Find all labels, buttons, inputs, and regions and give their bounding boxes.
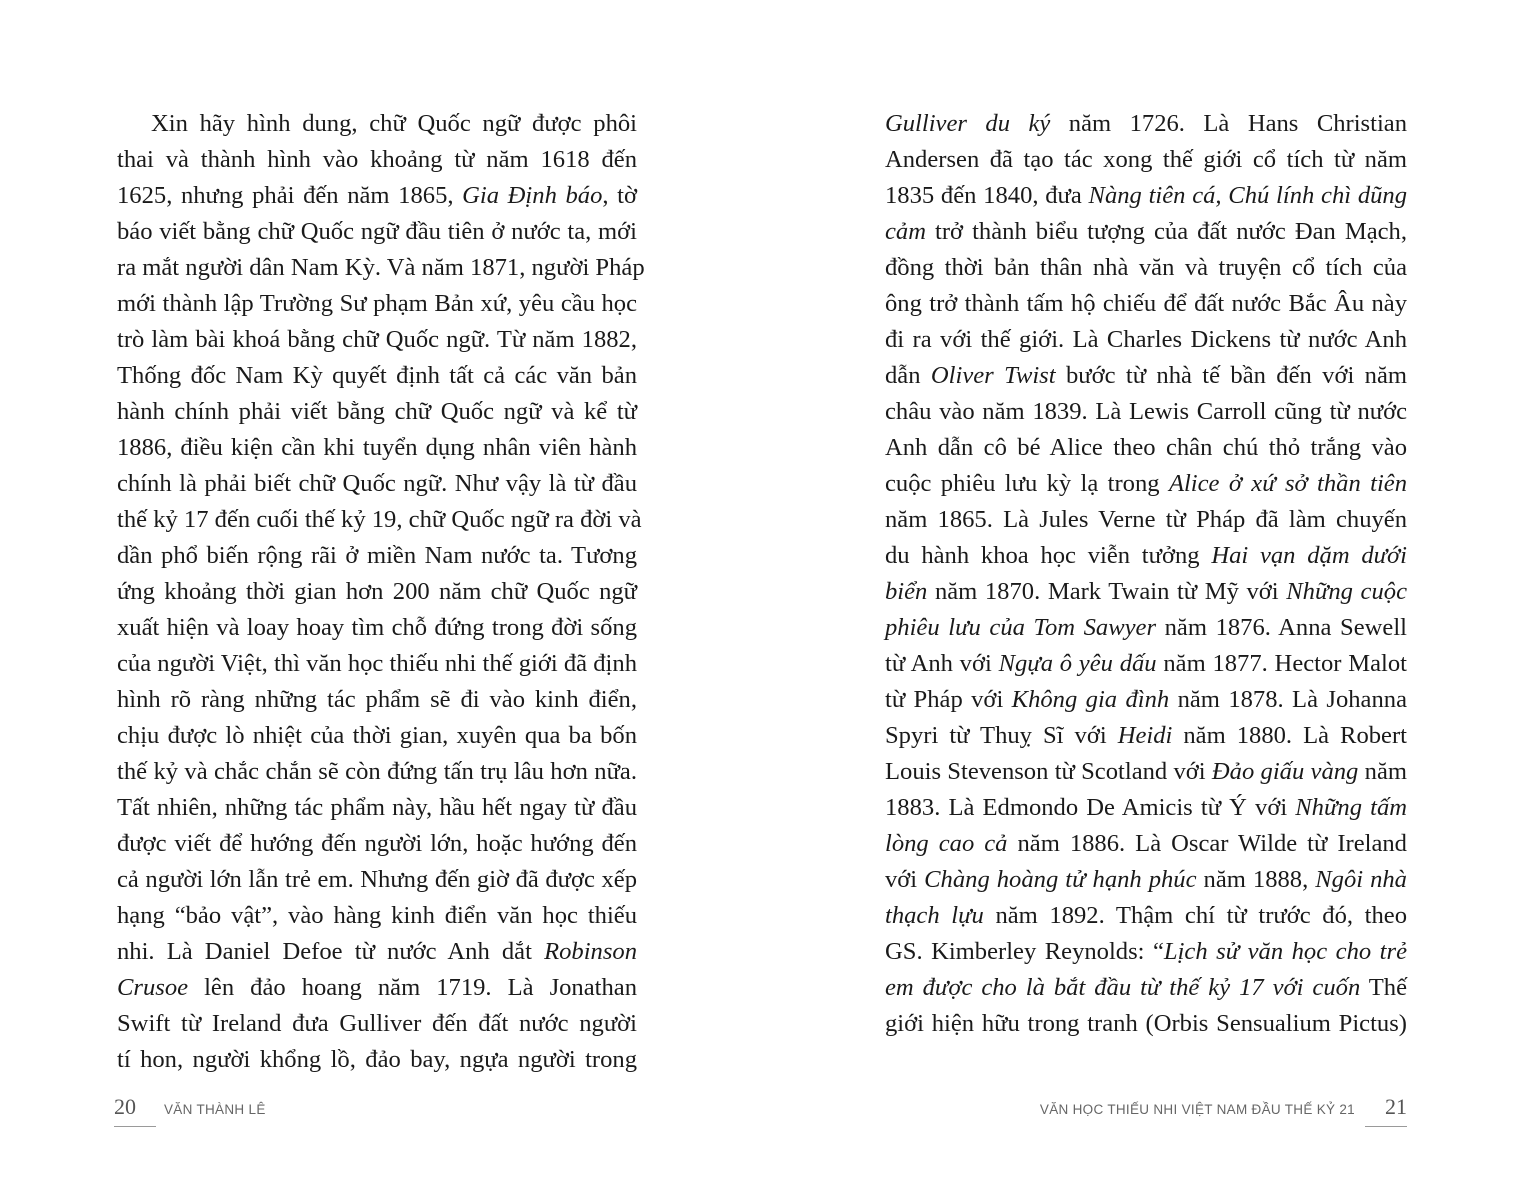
text-line <box>885 1006 1407 1042</box>
text-segment: ra mắt người dân Nam Kỳ. Và năm 1871, người Pháp <box>117 254 645 281</box>
text-line <box>885 250 1407 286</box>
italic-title: Đảo giấu vàng <box>1211 758 1359 785</box>
text-segment: chịu được lò nhiệt của thời gian, xuyên qua ba bốn <box>117 722 637 749</box>
text-segment: 1625, nhưng phải đến năm 1865, <box>117 182 463 209</box>
italic-title: Những tấm <box>1295 794 1407 821</box>
text-line <box>885 214 1407 250</box>
text-line <box>885 430 1407 466</box>
text-line <box>885 934 1407 970</box>
text-line <box>885 754 1407 790</box>
right-page-body <box>885 106 1407 1042</box>
text-segment: GS. Kimberley Reynolds: “ <box>885 938 1164 965</box>
text-line <box>117 502 642 538</box>
text-segment: thế kỷ và chắc chắn sẽ còn đứng tấn trụ lâu hơn nữa. <box>117 758 637 785</box>
left-page-body <box>117 106 645 1078</box>
text-line <box>885 826 1407 862</box>
text-line <box>117 214 637 250</box>
text-segment: châu vào năm 1839. Là Lewis Carroll cũng từ nước <box>885 398 1407 425</box>
page-number: 20 <box>114 1094 136 1119</box>
text-line <box>117 106 637 142</box>
italic-title: Hai vạn dặm dưới <box>1211 542 1407 569</box>
text-line <box>885 322 1407 358</box>
text-segment: cuộc phiêu lưu kỳ lạ trong <box>885 470 1169 497</box>
italic-title: biển <box>885 578 928 605</box>
running-head: VĂN HỌC THIẾU NHI VIỆT NAM ĐẦU THẾ KỶ 21 <box>1039 1102 1355 1117</box>
text-line <box>117 754 637 790</box>
text-line <box>885 970 1407 1006</box>
text-segment: năm 1892. Thậm chí từ trước đó, theo <box>983 902 1407 929</box>
text-segment: dẫn <box>885 362 931 389</box>
text-line <box>117 466 637 502</box>
text-segment: năm 1888, <box>1196 866 1316 893</box>
text-segment: năm 1726. Là Hans Christian <box>1050 110 1408 137</box>
italic-title: cảm <box>885 218 926 245</box>
running-head: VĂN THÀNH LÊ <box>164 1102 266 1117</box>
right-page-footer <box>887 1094 1407 1134</box>
text-segment: tí hon, người khổng lồ, đảo bay, ngựa người trong <box>117 1046 637 1073</box>
text-line <box>117 1042 637 1078</box>
text-line <box>885 574 1407 610</box>
text-segment: 1835 đến 1840, đưa <box>885 182 1089 209</box>
text-line <box>117 1006 637 1042</box>
text-line <box>117 934 637 970</box>
text-line <box>117 322 637 358</box>
italic-title: Những cuộc <box>1286 578 1407 605</box>
text-line <box>885 394 1407 430</box>
text-segment: Anh dẫn cô bé Alice theo chân chú thỏ trắng vào <box>885 434 1407 461</box>
text-segment: được viết để hướng đến người lớn, hoặc hướng đến <box>117 830 637 857</box>
text-segment: nhi. Là Daniel Defoe từ nước Anh dắt <box>117 938 545 965</box>
text-line <box>117 682 637 718</box>
text-line <box>117 898 637 934</box>
text-segment: du hành khoa học viễn tưởng <box>885 542 1212 569</box>
text-segment: năm 1886. Là Oscar Wilde từ Ireland <box>1007 830 1407 857</box>
text-segment: Tất nhiên, những tác phẩm này, hầu hết ngay từ đầu <box>117 794 637 821</box>
text-line <box>885 358 1407 394</box>
italic-title: phiêu lưu của Tom Sawyer <box>885 614 1157 641</box>
text-segment: ứng khoảng thời gian hơn 200 năm chữ Quốc ngữ <box>117 578 637 605</box>
right-page <box>770 0 1539 1184</box>
text-segment: năm 1880. Là Robert <box>1172 722 1407 749</box>
text-line <box>885 610 1407 646</box>
italic-title: thạch lựu <box>885 902 984 929</box>
text-line <box>885 466 1407 502</box>
text-segment: năm 1870. Mark Twain từ Mỹ với <box>927 578 1287 605</box>
text-line <box>885 538 1407 574</box>
text-segment: từ Anh với <box>885 650 999 677</box>
text-line <box>117 718 637 754</box>
italic-title: Nàng tiên cá, Chú lính chì dũng <box>1088 182 1408 209</box>
text-segment: giới hiện hữu trong tranh (Orbis Sensualium Pictus) <box>885 1010 1407 1037</box>
text-segment: năm <box>1358 758 1407 785</box>
italic-title: Gia Định báo <box>462 182 603 209</box>
text-segment: hạng “bảo vật”, vào hàng kinh điển văn học thiếu <box>117 902 637 929</box>
text-line <box>885 646 1407 682</box>
text-line <box>117 394 637 430</box>
text-line <box>117 970 637 1006</box>
text-segment: hình rõ ràng những tác phẩm sẽ đi vào kinh điển, <box>117 686 637 713</box>
italic-title: lòng cao cả <box>885 830 1008 857</box>
text-line <box>117 826 637 862</box>
text-segment: trò làm bài khoá bằng chữ Quốc ngữ. Từ năm 1882, <box>117 326 637 353</box>
text-line <box>885 142 1407 178</box>
text-segment: của người Việt, thì văn học thiếu nhi thế giới đã định <box>117 650 637 677</box>
text-line <box>117 610 637 646</box>
italic-title: Chàng hoàng tử hạnh phúc <box>924 866 1197 893</box>
text-line <box>885 106 1407 142</box>
text-segment: năm 1877. Hector Malot <box>1156 650 1407 677</box>
text-line <box>117 862 637 898</box>
text-segment: mới thành lập Trường Sư phạm Bản xứ, yêu cầu học <box>117 290 637 317</box>
italic-title: Heidi <box>1117 722 1173 749</box>
text-line <box>885 790 1407 826</box>
text-line <box>117 646 637 682</box>
left-page-footer <box>114 1094 514 1134</box>
text-line <box>885 898 1407 934</box>
text-line <box>117 538 637 574</box>
text-segment: thế kỷ 17 đến cuối thế kỷ 19, chữ Quốc ngữ ra đời và <box>117 506 642 533</box>
text-line <box>117 430 637 466</box>
text-segment: đồng thời bản thân nhà văn và truyện cổ tích của <box>885 254 1407 281</box>
footer-rule <box>114 1126 156 1127</box>
text-segment: 1883. Là Edmondo De Amicis từ Ý với <box>885 794 1296 821</box>
text-line <box>885 286 1407 322</box>
text-line <box>885 718 1407 754</box>
text-line <box>117 286 637 322</box>
italic-title: Robinson <box>544 938 637 965</box>
italic-title: Oliver Twist <box>930 362 1056 389</box>
text-segment: trở thành biểu tượng của đất nước Đan Mạch, <box>925 218 1407 245</box>
italic-title: Không gia đình <box>1011 686 1170 713</box>
text-segment: Louis Stevenson từ Scotland với <box>885 758 1212 785</box>
text-line <box>117 574 637 610</box>
text-segment: Thống đốc Nam Kỳ quyết định tất cả các văn bản <box>117 362 637 389</box>
text-line <box>885 178 1407 214</box>
text-segment: năm 1878. Là Johanna <box>1169 686 1407 713</box>
text-segment: lên đảo hoang năm 1719. Là Jonathan <box>188 974 637 1001</box>
italic-title: Ngôi nhà <box>1315 866 1407 893</box>
text-line <box>885 862 1407 898</box>
text-segment: ông trở thành tấm hộ chiếu để đất nước Bắc Âu này <box>885 290 1407 317</box>
text-line <box>885 502 1407 538</box>
text-line <box>117 142 637 178</box>
text-segment: dần phổ biến rộng rãi ở miền Nam nước ta. Tương <box>117 542 637 569</box>
text-segment: xuất hiện và loay hoay tìm chỗ đứng trong đời sống <box>117 614 637 641</box>
text-line <box>117 250 645 286</box>
text-segment: hành chính phải viết bằng chữ Quốc ngữ và kể từ <box>117 398 637 425</box>
text-segment: Andersen đã tạo tác xong thế giới cổ tích từ năm <box>885 146 1407 173</box>
text-segment: năm 1865. Là Jules Verne từ Pháp đã làm chuyến <box>885 506 1407 533</box>
italic-title: Gulliver du ký <box>885 110 1051 137</box>
italic-title: Crusoe <box>117 974 189 1001</box>
text-segment: Xin hãy hình dung, chữ Quốc ngữ được phôi <box>151 110 637 137</box>
text-segment: năm 1876. Anna Sewell <box>1156 614 1407 641</box>
text-line <box>117 178 637 214</box>
text-segment: Swift từ Ireland đưa Gulliver đến đất nước người <box>117 1010 637 1037</box>
italic-title: Lịch sử văn học cho trẻ <box>1163 938 1407 965</box>
text-segment: bước từ nhà tế bần đến với năm <box>1055 362 1407 389</box>
text-segment: với <box>885 866 925 893</box>
text-segment: báo viết bằng chữ Quốc ngữ đầu tiên ở nước ta, mới <box>117 218 637 245</box>
italic-title: Ngựa ô yêu dấu <box>998 650 1157 677</box>
text-segment: 1886, điều kiện cần khi tuyển dụng nhân viên hành <box>117 434 637 461</box>
text-line <box>117 358 637 394</box>
text-line <box>885 682 1407 718</box>
text-segment: đi ra với thế giới. Là Charles Dickens từ nước Anh <box>885 326 1407 353</box>
italic-title: Alice ở xứ sở thần tiên <box>1168 470 1407 497</box>
text-segment: , tờ <box>602 182 638 209</box>
footer-rule <box>1365 1126 1407 1127</box>
italic-title: em được cho là bắt đầu từ thế kỷ 17 với cuốn <box>885 974 1361 1001</box>
page-number: 21 <box>1385 1094 1407 1119</box>
text-segment: thai và thành hình vào khoảng từ năm 1618 đến <box>117 146 637 173</box>
text-segment: từ Pháp với <box>885 686 1012 713</box>
text-segment: Spyri từ Thuỵ Sĩ với <box>885 722 1118 749</box>
text-segment: cả người lớn lẫn trẻ em. Nhưng đến giờ đã được xếp <box>117 866 637 893</box>
text-segment: Thế <box>1360 974 1407 1001</box>
text-segment: chính là phải biết chữ Quốc ngữ. Như vậy là từ đầu <box>117 470 637 497</box>
text-line <box>117 790 637 826</box>
